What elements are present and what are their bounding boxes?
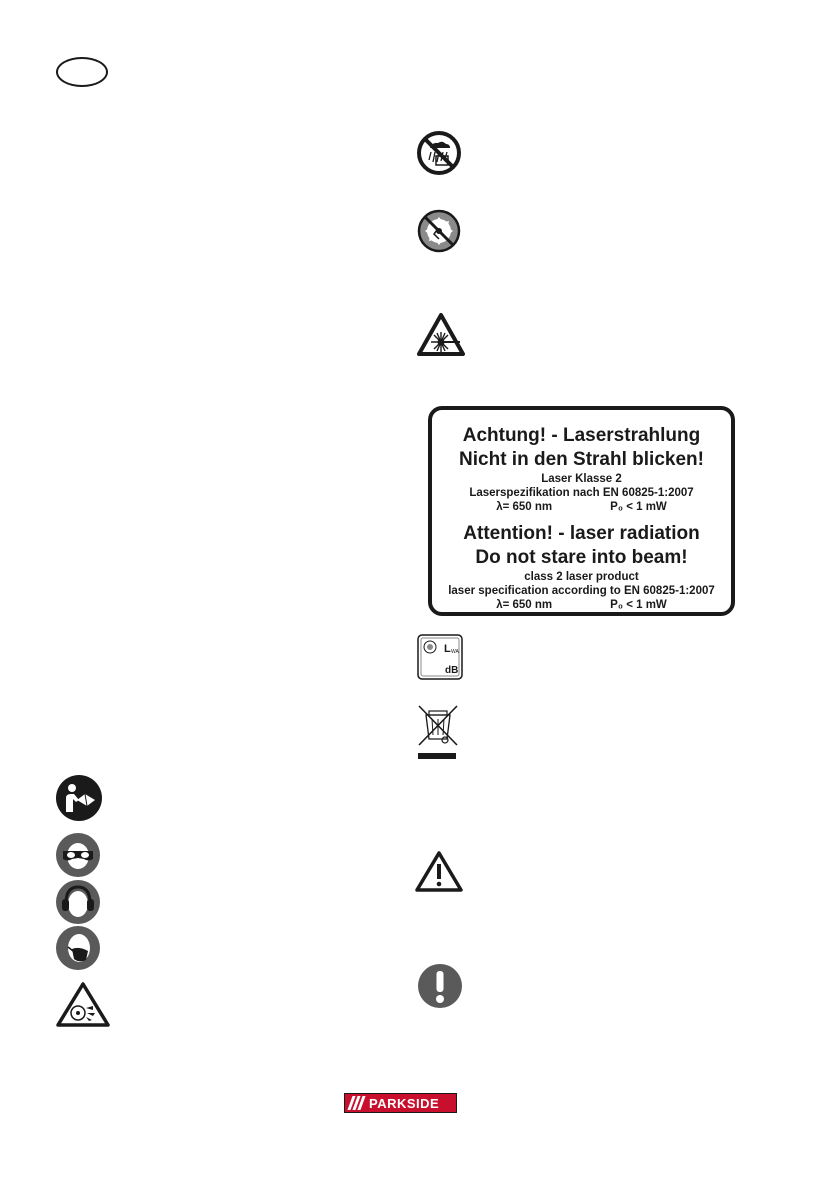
- lwa-symbol: L: [444, 643, 451, 655]
- country-code-oval: [56, 57, 108, 87]
- lwa-subscript: WA: [451, 649, 459, 655]
- de-title-line1: Achtung! - Laserstrahlung: [462, 425, 701, 446]
- en-title-line1: Attention! - laser radiation: [463, 523, 700, 544]
- important-notice-icon: [416, 962, 464, 1010]
- logo-stripes-icon: [345, 1094, 367, 1112]
- de-power: P₀ < 1 mW: [610, 501, 667, 513]
- wear-safety-goggles-icon: [55, 832, 101, 878]
- laser-warning-label: [428, 406, 735, 616]
- sound-power-level-icon: [416, 633, 464, 681]
- en-power: P₀ < 1 mW: [610, 599, 667, 611]
- laser-warning-icon: [416, 312, 466, 358]
- en-laser-class: class 2 laser product: [524, 571, 639, 583]
- db-unit: dB: [445, 665, 459, 676]
- de-wavelength: λ= 650 nm: [496, 501, 553, 513]
- no-damaged-blade-icon: [416, 208, 462, 254]
- en-laser-spec: laser specification according to EN 60825-1:2007: [448, 585, 715, 597]
- en-wavelength: λ= 650 nm: [496, 599, 553, 611]
- brand-name: PARKSIDE: [369, 1095, 440, 1111]
- en-title-line2: Do not stare into beam!: [475, 547, 688, 568]
- weee-disposal-icon: [416, 703, 460, 761]
- de-title-line2: Nicht in den Strahl blicken!: [459, 449, 704, 470]
- read-manual-icon: [55, 774, 103, 822]
- parkside-logo: [344, 1093, 457, 1113]
- general-warning-icon: [414, 850, 464, 894]
- de-laser-spec: Laserspezifikation nach EN 60825-1:2007: [469, 487, 694, 499]
- flying-debris-warning-icon: [55, 981, 111, 1029]
- wear-dust-mask-icon: [55, 925, 101, 971]
- no-rain-icon: [416, 130, 462, 176]
- wear-ear-protection-icon: [55, 879, 101, 925]
- de-laser-class: Laser Klasse 2: [541, 473, 622, 485]
